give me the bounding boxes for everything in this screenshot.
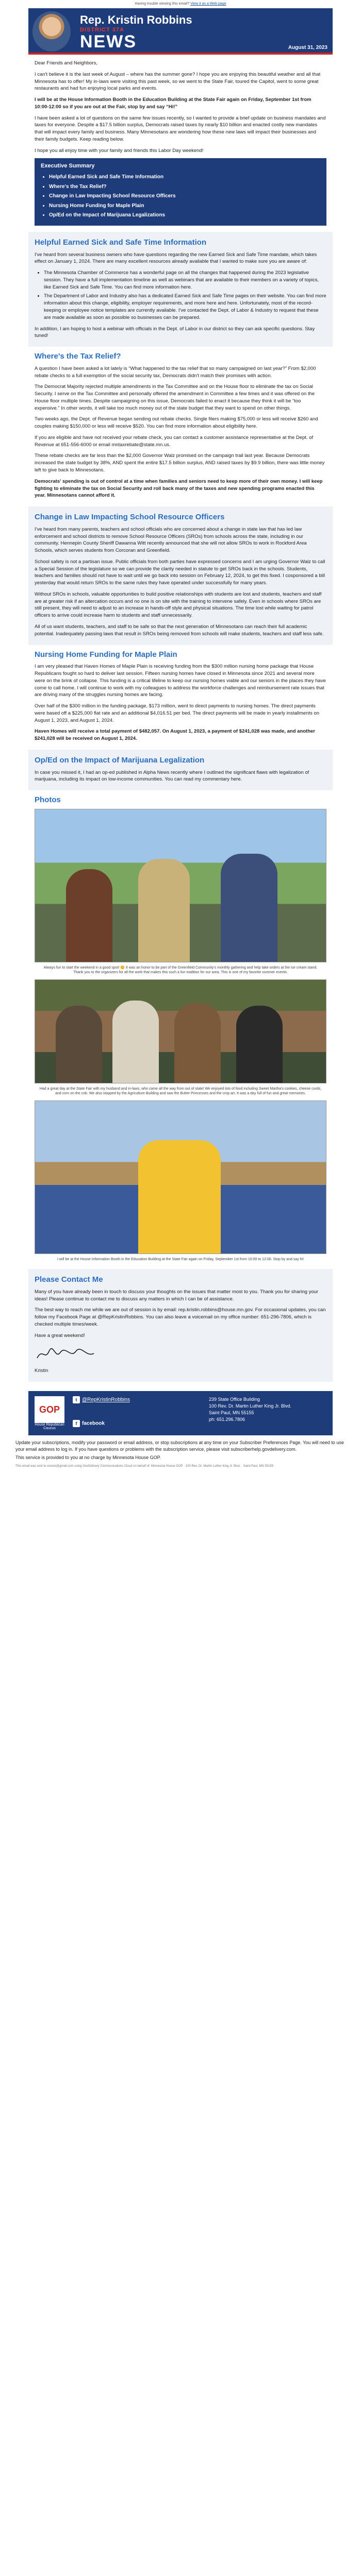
photo-caption: Had a great day at the State Fair with my husband and in-laws, who came all the way from out of state! We enjoyed lots of food including Sweet Martha's cookies, cheese curds, and corn on the cob. We also stopped by the Agriculture Building and saw the Butter Princesses and the crop art. It was a day full of fun and great memories.	[39, 1087, 322, 1096]
summary-item[interactable]: • Nursing Home Funding for Maple Plain	[49, 202, 320, 210]
section-paragraph: In addition, I am hoping to host a webinar with officials in the Dept. of Labor in our district so they can ask specific questions. Stay tuned!	[35, 326, 315, 339]
section-title: Change in Law Impacting School Resource Officers	[35, 513, 225, 522]
section-title: Helpful Earned Sick and Safe Time Information	[35, 238, 207, 247]
newsletter-body	[28, 55, 333, 1387]
office-address: 239 State Office Building 100 Rev. Dr. Martin Luther King Jr. Blvd. Saint Paul, MN 55155 ph: 651.296.7806	[209, 1397, 291, 1422]
gop-logo: GOP	[35, 1396, 64, 1423]
section-paragraph: Democrats' spending is out of control at a time when families and seniors need to keep more of their own money. I will keep fighting to eliminate the tax on Social Security and roll back many of the taxes and new spending programs enacted this year. Minnesotans cannot afford it.	[35, 478, 323, 499]
intro-paragraph: I can't believe it is the last week of August – where has the summer gone? I hope you are enjoying this beautiful weather and all that Minnesota has to offer! My in-laws were visiting this past week, so we went to the State Fair, toured the Capitol, went to some great restaurants and had fun enjoying local parks and events.	[35, 71, 321, 92]
twitter-icon: t	[73, 1396, 80, 1403]
person-figure	[112, 1001, 159, 1083]
top-note: Having trouble viewing this email? View it as a Web page	[135, 2, 226, 6]
twitter-link[interactable]: @RepKristinRobbins	[82, 1397, 130, 1403]
intro-paragraph: I have been asked a lot of questions on the same few issues recently, so I wanted to provide a brief update on business mandates and taxes for everyone. Despite a $17.5 billion surplus, Democrats raised taxes by nearly $10 billion and enacted costly new mandates that will impact every family and business. Many Minnesotans are wondering how these new laws will impact their businesses and their family budgets. Keep reading below.	[35, 115, 326, 142]
person-figure	[174, 1003, 221, 1083]
fine-print: This email was sent to xxxxxx@gmail.com using GovDelivery Communications Cloud on behalf of: Minnesota House GOP · 100 Rev. Dr. Martin Luther King Jr. Blvd. · Saint Paul, MN 55155	[15, 1464, 274, 1468]
social-links	[73, 1396, 130, 1406]
photo-caption: I will be at the House Information Booth in the Education Building at the State Fair again on Friday, September 1st from 10:00 to 12:00. Stop by and say hi!	[57, 1257, 304, 1261]
section-paragraph: I've heard from several business owners who have questions regarding the new Earned Sick and Safe Time mandate, which takes effect on January 1, 2024. There are many excellent resources already available that I wanted to make sure you are aware of:	[35, 251, 317, 265]
person-figure	[138, 859, 190, 962]
intro-paragraph: I hope you all enjoy time with your family and friends this Labor Day weekend!	[35, 147, 204, 154]
section-paragraph: I've heard from many parents, teachers and school officials who are concerned about a change in state law that has led law enforcement and school districts to remove School Resource Officers (SROs) from schools across the state, including in our community. Hennepin County Sheriff Dawanna Witt recently announced that she will not allow SROs to work in Rockford Area Schools, which serves students from Corcoran and Greenfield.	[35, 526, 307, 554]
facebook-link[interactable]: f facebook	[73, 1420, 105, 1427]
header-stripe	[28, 53, 333, 55]
tax-relief-section	[35, 347, 326, 506]
issue-date: August 31, 2023	[288, 45, 327, 50]
person-figure	[66, 869, 112, 962]
section-title: Where's the Tax Relief?	[35, 352, 121, 361]
section-paragraph: Two weeks ago, the Dept. of Revenue began sending out rebate checks. Single filers making $75,000 or less will receive $260 and couples making $150,000 or less will receive $520. You can find more information about eligibility here.	[35, 416, 318, 430]
executive-summary	[35, 158, 326, 225]
section-paragraph: The best way to reach me while we are out of session is by email: rep.kristin.robbins@house.mn.gov. For occasional updates, you can follow my Facebook Page at @RepKristinRobbins. You can also leave a voicemail on my office number: 651-296-7806, which is checked multiple times/week.	[35, 1307, 326, 1327]
newsletter	[28, 8, 333, 1435]
person-figure	[221, 854, 277, 962]
section-paragraph: These rebate checks are far less than the $2,000 Governor Walz promised on the campaign trail last year. Because Democrats increased the state budget by 38%, AND spent the entire $17.5 billion surplus, AND raised taxes by $9.9 billion, there was little money left to give back to Minnesotans.	[35, 453, 325, 473]
newsletter-footer	[28, 1391, 333, 1435]
greeting: Dear Friends and Neighbors,	[35, 60, 97, 66]
person-figure	[138, 1140, 221, 1253]
section-paragraph: In case you missed it, I had an op-ed published in Alpha News recently where I outlined the significant flaws with legalization of marijuana, including its impact on low-income communities. You can read my commentary here.	[35, 769, 309, 783]
summary-item[interactable]: • Where's the Tax Relief?	[49, 183, 320, 191]
signature	[35, 1345, 96, 1363]
photo-ice-cream-stand	[35, 809, 326, 962]
section-paragraph: School safety is not a partisan issue. Public officials from both parties have expressed concerns and I am urging Governor Walz to call a Special Session of the legislature so we can provide the clarity needed in statute to get SROs back in the schools. Students, teachers and families should not have to wait until we go back into session on February 12, 2024, to get this fixed. I cosponsored a bill yesterday that would return SROs to the same rules they have operated under successfully for many years.	[35, 558, 325, 586]
subscription-paragraph: Update your subscriptions, modify your password or email address, or stop subscriptions at any time on your Subscriber Preferences Page. You will need to use your email address to log in. If you have questions or problems with the subscription service, please visit subscriberhelp.govdelivery.com.	[15, 1440, 344, 1452]
section-paragraph: I am very pleased that Haven Homes of Maple Plain is receiving funding from the $300 million nursing home package that House Republicans fought so hard to deliver last session. Fifteen nursing homes have closed in Minnesota since 2021 and several more were on the brink of collapse. This funding is a critical lifeline to keep our nursing homes viable and our seniors in the places they have come to call home. I will continue to work with my colleagues to address the workforce challenges and reimbursement rate issues that are driving many of the struggles nursing homes are facing.	[35, 664, 326, 698]
summary-item[interactable]: • Change in Law Impacting School Resource Officers	[49, 193, 320, 200]
district-label: DISTRICT 37A	[80, 27, 124, 33]
section-paragraph: The Democrat Majority rejected multiple amendments in the Tax Committee and on the House floor to eliminate the tax on Social Security. I serve on the Tax Committee and personally offered the amendment in Committee a few times and it was offered on the House floor multiple times. Despite campaigning on this issue, Democrats failed to enact it because they think it will be “too expensive.” In other words, it will take too much money out of the state budget that they want to spend on other things.	[35, 384, 315, 411]
facebook-icon: f	[73, 1420, 80, 1427]
signoff: Kristin	[35, 1368, 48, 1374]
service-paragraph: This service is provided to you at no charge by Minnesota House GOP.	[15, 1455, 161, 1461]
photos-section	[35, 790, 326, 1269]
subscription-note	[15, 1439, 346, 1461]
section-paragraph: All of us want students, teachers, and staff to be safe so that the next generation of Minnesotans can reach their full academic potential. Inadequately passing laws that result in SROs being removed from schools will make students, teachers and staff less safe.	[35, 623, 324, 637]
section-title: Please Contact Me	[35, 1275, 103, 1284]
section-title: Op/Ed on the Impact of Marijuana Legalization	[35, 755, 205, 765]
nursing-home-section	[35, 645, 326, 750]
representative-photo	[32, 11, 71, 52]
summary-item[interactable]: • Helpful Earned Sick and Safe Time Information	[49, 174, 320, 181]
photo-house-booth	[35, 1100, 326, 1254]
photo-caption: Always fun to start the weekend in a good spot! 😊 It was an honor to be part of the Greenfield Community's monthly gathering and help take orders at the ice cream stand. Thank you to the organizers for all the work that makes this such a fun tradition for our area. This is one of my favorite summer events.	[43, 965, 318, 975]
section-paragraph: Without SROs in schools, valuable opportunities to build positive relationships with students are lost and students, teachers and staff are at greater risk if an altercation occurs and no one is on site with the training to intervene safely. Even in schools where SROs are still present, they will need to adjust to an increase in hands-off style and physical situations. The time lost while waiting for patrol officers to arrive could increase harm to students and staff unnecessarily.	[35, 591, 322, 619]
summary-title: Executive Summary	[41, 163, 95, 170]
newsletter-header	[28, 8, 333, 55]
person-figure	[56, 1006, 102, 1083]
caucus-caption: House Republican Caucus	[35, 1423, 64, 1430]
contact-section	[28, 1269, 333, 1382]
photo-state-fair-family	[35, 979, 326, 1083]
bullet-item: • The Minnesota Chamber of Commerce has a wonderful page on all the changes that happened during the 2023 legislative session. They have a full implementation timeline as well as webinars that are available to their members on a variety of topics, like Earned Sick and Safe Time. You can find more information here.	[44, 269, 326, 291]
section-title: Nursing Home Funding for Maple Plain	[35, 650, 177, 659]
section-paragraph: Over half of the $300 million in the funding package, $173 million, went to direct payments to nursing homes. The direct payments were based off a $225,000 flat rate and an additional $4,016.51 per bed. The direct payments will be made in yearly installments on August 1, 2023, and August 1, 2024.	[35, 703, 320, 723]
bullet-item: • The Department of Labor and Industry also has a dedicated Earned Sick and Safe Time pages on their website. You can find more information about this change, eligibility, employer requirements, and more here and here. Unfortunately, most of the record-keeping or employee notice templates are currently available. I've contacted the Dept. of Labor & Industry to request that these are made available as soon as possible so businesses can be prepared.	[44, 293, 326, 321]
person-figure	[236, 1006, 283, 1083]
section-paragraph: Haven Homes will receive a total payment of $482,057. On August 1, 2023, a payment of $241,028 was made, and another $241,028 will be received on August 1, 2024.	[35, 728, 316, 742]
section-title: Photos	[35, 795, 61, 805]
oped-section	[28, 750, 333, 790]
section-paragraph: Have a great weekend!	[35, 1332, 85, 1338]
section-paragraph: A question I have been asked a lot lately is “What happened to the tax relief that so many campaigned on last year?” From $2,000 rebate checks to a full exemption of the social security tax, Democrats didn't match their promises with action.	[35, 365, 316, 379]
summary-item[interactable]: • Op/Ed on the Impact of Marijuana Legalizations	[49, 212, 320, 219]
view-as-web-page-link[interactable]: View it as a Web page	[190, 2, 226, 6]
intro-paragraph: I will be at the House Information Booth in the Education Building at the State Fair again on Friday, September 1st from 10:00-12:00 so if you are out at the Fair, stop by and say “Hi!”	[35, 97, 311, 110]
section-paragraph: Many of you have already been in touch to discuss your thoughts on the issues that matter most to you. Thank you for sharing your ideas! Please continue to contact me to discuss any matters in which I can be of assistance.	[35, 1289, 319, 1302]
sro-section	[28, 506, 333, 645]
sick-time-section	[28, 232, 333, 347]
news-title: NEWS	[80, 32, 137, 52]
representative-name: Rep. Kristin Robbins	[80, 13, 192, 26]
section-paragraph: If you are eligible and have not received your rebate check, you can contact a customer assistance representative at the Dept. of Revenue at 651-556-6000 or email mntaxrebate@state.mn.us.	[35, 434, 314, 448]
